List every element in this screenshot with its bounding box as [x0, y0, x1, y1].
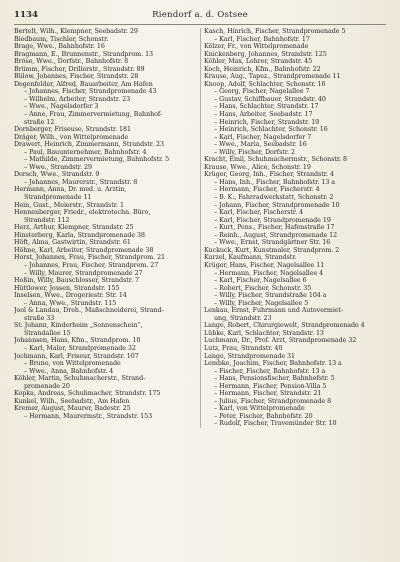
directory-entry-line: – Willy, Fischer, Strandstraße 104 a — [214, 292, 327, 300]
directory-entry-line: Lenkau, Ernst, Fuhrmann und Autovermiet- — [204, 307, 344, 315]
directory-entry-line: Krüger, Hans, Fischer, Nagelsallee 11 — [204, 261, 325, 269]
directory-entry-line: Dornberger, Friseuse, Strandstr. 181 — [14, 126, 131, 134]
directory-entry-line: – Karl, Maler, Strandpromenade 32 — [24, 344, 136, 352]
directory-entry-line: Krause, Aug., Tapez., Strandpromenade 11 — [204, 73, 341, 81]
directory-entry-line: – Karl, Fischer, Nagelsdorfer 7 — [214, 133, 312, 141]
directory-entry-line: Strandallee 15 — [24, 329, 71, 337]
directory-entry-line: Knickenberg, Johannes, Strandstr. 125 — [204, 50, 327, 58]
directory-entry-line: – Wwe., Nagelsdorfer 3 — [24, 103, 99, 111]
directory-entry-line: Inselsen, Wwe., Drogeriestr. Str. 14 — [14, 292, 127, 300]
directory-entry-line: – Heinrich, Fischer, Strandstr. 19 — [214, 118, 320, 126]
directory-entry-line: Kunkel, Wilh., Seebadstr., Am Hafen — [14, 397, 130, 405]
directory-entry-line: Köhler, Martin, Schuhmacherstr., Strand- — [14, 375, 146, 383]
directory-entry-line: – Hans, Schlachter, Strandstr. 17 — [214, 103, 319, 111]
directory-entry-line: Kölzer, Fr., von Wittelpromenade — [204, 43, 309, 51]
directory-entry-line: – Karl, von Wittelpromenade — [214, 405, 305, 413]
right-column — [204, 28, 386, 428]
directory-entry-line: straße 33 — [24, 314, 55, 322]
directory-entry-line: – Robert, Fischer, Schonstr. 35 — [214, 284, 312, 292]
directory-entry-line: Strandstr. 112 — [24, 216, 70, 224]
columns — [14, 28, 386, 428]
directory-entry-line: – Hans, Pensionsfischer, Bahnhofstr. 5 — [214, 375, 335, 383]
column-divider — [200, 28, 201, 428]
directory-entry-line: Bragmann, E., Brunnenstr., Strandprom. 13 — [14, 50, 154, 58]
directory-entry-line: – Johann, Fischer, Strandpromenade 10 — [214, 201, 340, 209]
directory-entry-line: – Hans, Inh., Fischer, Bahnhofstr. 13 a — [214, 178, 336, 186]
directory-entry-line: St. Johann, Kinderheim „Sonnenschein“, — [14, 322, 143, 330]
directory-entry-line: – Willy, Maurer, Strandpromenade 27 — [24, 269, 143, 277]
directory-entry-line: Kopka, Andreas, Schuhmacher, Strandstr. 175 — [14, 390, 161, 398]
directory-entry-line: Bertelt, Wilh., Klempner, Seebadstr. 29 — [14, 28, 138, 35]
directory-entry-line: straße 12 — [24, 118, 55, 126]
directory-entry-line: – Johannes, Fischer, Strandpromenade 43 — [24, 88, 157, 96]
directory-entry-line: – Karl, Fischer, Bahnhofstr. 17 — [214, 35, 310, 43]
directory-entry-line: Jochmann, Karl, Friseur, Strandstr. 107 — [14, 352, 139, 360]
directory-entry-line: Kasch, Hinrich, Fischer, Strandpromenade 5 — [204, 28, 346, 35]
directory-entry-line: Biedbaum, Tischler, Schonstr. — [14, 35, 109, 43]
directory-entry-line: – Wilhelm, Arbeiter, Strandstr. 23 — [24, 95, 131, 103]
directory-entry-line: Bröse, Wwe., Dorfstr., Bahnhofstr. 8 — [14, 58, 129, 66]
directory-entry-line: – Willy, Fischer, Nagelsallee 5 — [214, 299, 309, 307]
directory-entry-line: Kracht, Emil, Schuhmachermstr., Schonstr. 8 — [204, 156, 348, 164]
directory-entry-line: – Hermann, Fischer, Nagelsallee 4 — [214, 269, 324, 277]
directory-entry-line: Kuckuck, Kurt, Kunstmaler, Strandprom. 2 — [204, 246, 340, 254]
directory-entry-line: – Bruno, von Wittelpromenade — [24, 360, 121, 368]
directory-entry-line: Luchmann, Dr., Prof. Arzt, Strandpromenade 32 — [204, 337, 357, 345]
directory-entry-line: – Hermann, Fischer, Strandstr. 21 — [214, 390, 322, 398]
directory-entry-line: – Karl, Fischer, Nagelsallee 6 — [214, 277, 307, 285]
directory-entry-line: – Anne, Frau, Zimmervermietung, Bahnhof- — [24, 111, 163, 119]
directory-entry-line: – Mathilde, Zimmervermietung, Bahnhofstr. 5 — [24, 156, 170, 164]
directory-entry-line: Dorsch, Wwe., Strandstr. 9 — [14, 171, 100, 179]
directory-entry-line: Strandpromenade 11 — [24, 194, 92, 202]
directory-entry-line: Lange, Robert, Chirurgiewelt, Strandpromenade 4 — [204, 322, 365, 330]
directory-entry-line: Knoop, Adolf, Schlachter, Schonstr. 16 — [204, 80, 326, 88]
directory-entry-line: Krüger, Georg, Inh., Fischer, Strandstr. 4 — [204, 171, 334, 179]
directory-entry-line: Kremer, August, Maurer, Badestr. 25 — [14, 405, 131, 413]
directory-entry-line: – Fischer, Fischer, Bahnhofstr. 13 a — [214, 367, 326, 375]
directory-entry-line: Höft, Alma, Gastwirtin, Strandstr. 61 — [14, 239, 131, 247]
directory-entry-line: – Peter, Fischer, Bahnhofstr. 20 — [214, 412, 313, 420]
directory-entry-line: Hüttlower, Jossen, Strandstr. 155 — [14, 284, 120, 292]
directory-entry-line: – Julius, Fischer, Strandpromenade 8 — [214, 397, 332, 405]
directory-entry-line: Herz, Arthur, Klempner, Strandstr. 25 — [14, 224, 134, 232]
directory-entry-line: Lembke, Joachim, Fischer, Bahnhofstr. 13 a — [204, 360, 342, 368]
directory-entry-line: Degenfelder, Alfred, Bauarbeiter, Am Hafen — [14, 80, 153, 88]
directory-entry-line: Hinsterberg, Karla, Strandpromenade 38 — [14, 231, 145, 239]
directory-entry-line: Dräger, Wilh., von Wittelpromenade — [14, 133, 129, 141]
directory-entry-line: Hennenberger, Friedr., elektrotechn. Büro, — [14, 209, 151, 217]
directory-entry-line: Bülow, Johannes, Fischer, Strandstr. 28 — [14, 73, 139, 81]
directory-entry-line: – Hermann, Maurermstr., Strandstr. 153 — [24, 412, 153, 420]
left-column — [14, 28, 196, 428]
directory-entry-line: – Karl, Fischer, Strandpromenade 19 — [214, 216, 331, 224]
directory-entry-line: promenade 20 — [24, 382, 70, 390]
directory-entry-line: Horst, Johannes, Frau, Fischer, Strandprom. 21 — [14, 254, 166, 262]
running-head: Riendorf a. d. Ostsee — [152, 10, 248, 20]
directory-entry-line: – Johannes, Maurerstr., Strandstr. 8 — [24, 178, 138, 186]
directory-entry-line: Köhler, Max, Lehrer, Strandstr. 45 — [204, 58, 313, 66]
directory-entry-line: – Johannes, Frau, Fischer, Strandprom. 27 — [24, 261, 159, 269]
directory-entry-line: – B. K., Fahrradwerkstatt, Schonstr. 2 — [214, 194, 334, 202]
directory-entry-line: Hein, Gust., Meierstr., Strandstr. 1 — [14, 201, 124, 209]
directory-entry-line: – Gustav, Schiffbauer, Strandstr. 40 — [214, 95, 326, 103]
directory-entry-line: – Wwe., Maria, Seebadstr. 16 — [214, 141, 307, 149]
directory-entry-line: Kurzel, Kaufmann, Strandstr. — [204, 254, 297, 262]
directory-entry-line: – Anna, Wwe., Strandstr. 115 — [24, 299, 117, 307]
directory-entry-line: – Georg, Fischer, Nagelallee 7 — [214, 88, 310, 96]
directory-entry-line: – Hans, Arbeiter, Seebadstr. 17 — [214, 111, 313, 119]
directory-entry-line: Hoßin, Willy, Bauschlosser, Strandstr. 7 — [14, 277, 139, 285]
directory-entry-line: Lange, Strandpromenade 31 — [204, 352, 295, 360]
directory-entry-line: – Willy, Fischer, Dorfstr. 2 — [214, 148, 295, 156]
directory-entry-line: Brage, Wwe., Bahnhofstr. 16 — [14, 43, 105, 51]
directory-entry-line: Koch, Heinrich, Kfm., Bahnhofstr. 22 — [204, 65, 321, 73]
directory-entry-line: Krause, Wwe., Alice, Schonstr. 19 — [204, 163, 311, 171]
page-number: 1134 — [14, 10, 38, 20]
directory-entry-line: Lutz, Frau, Strandstr. 40 — [204, 344, 283, 352]
directory-entry-line: – Reinh., August, Strandpromenade 12 — [214, 231, 338, 239]
directory-entry-line: ung, Strandstr. 23 — [214, 314, 272, 322]
directory-entry-line: – Paul, Bauunternehmer, Bahnhofstr. 4 — [24, 148, 147, 156]
directory-entry-line: Jool & Landau, Dreh., Maßschneiderei, Strand- — [14, 307, 164, 315]
directory-entry-line: – Hermann, Fischer, Fischerstr. 4 — [214, 186, 320, 194]
directory-entry-line: – Wwe., Ernst, Strandgärtner Str. 16 — [214, 239, 331, 247]
directory-entry-line: Lübke, Karl, Schlachter, Strandstr. 13 — [204, 329, 324, 337]
page-header — [14, 10, 386, 25]
directory-entry-line: Drawert, Heinrich, Zimmermann, Strandstr. 23 — [14, 141, 164, 149]
directory-entry-line: – Wwe., Strandstr. 29 — [24, 163, 92, 171]
directory-entry-line: – Karl, Fischer, Fischerstr. 4 — [214, 209, 304, 217]
directory-entry-line: Höhne, Karl, Arbeiter, Strandpromenade 38 — [14, 246, 154, 254]
directory-entry-line: – Heinrich, Schlachter, Schonstr. 16 — [214, 126, 328, 134]
directory-entry-line: Johannsen, Hans, Kfm., Strandprom. 10 — [14, 337, 141, 345]
directory-entry-line: – Wwe., Anna, Bahnhofstr. 4 — [24, 367, 114, 375]
directory-entry-line: Brümm, Fischer, Drillerstr., Strandstr. 89 — [14, 65, 145, 73]
directory-entry-line: – Hermann, Fischer, Pension-Villa 5 — [214, 382, 327, 390]
directory-entry-line: Hermann, Anna, Dr. med. u. Ärztin, — [14, 186, 127, 194]
directory-entry-line: – Kurt, Pens., Fischer, Hafenstraße 17 — [214, 224, 335, 232]
directory-entry-line: – Rudolf, Fischer, Travemünder Str. 10 — [214, 420, 337, 428]
